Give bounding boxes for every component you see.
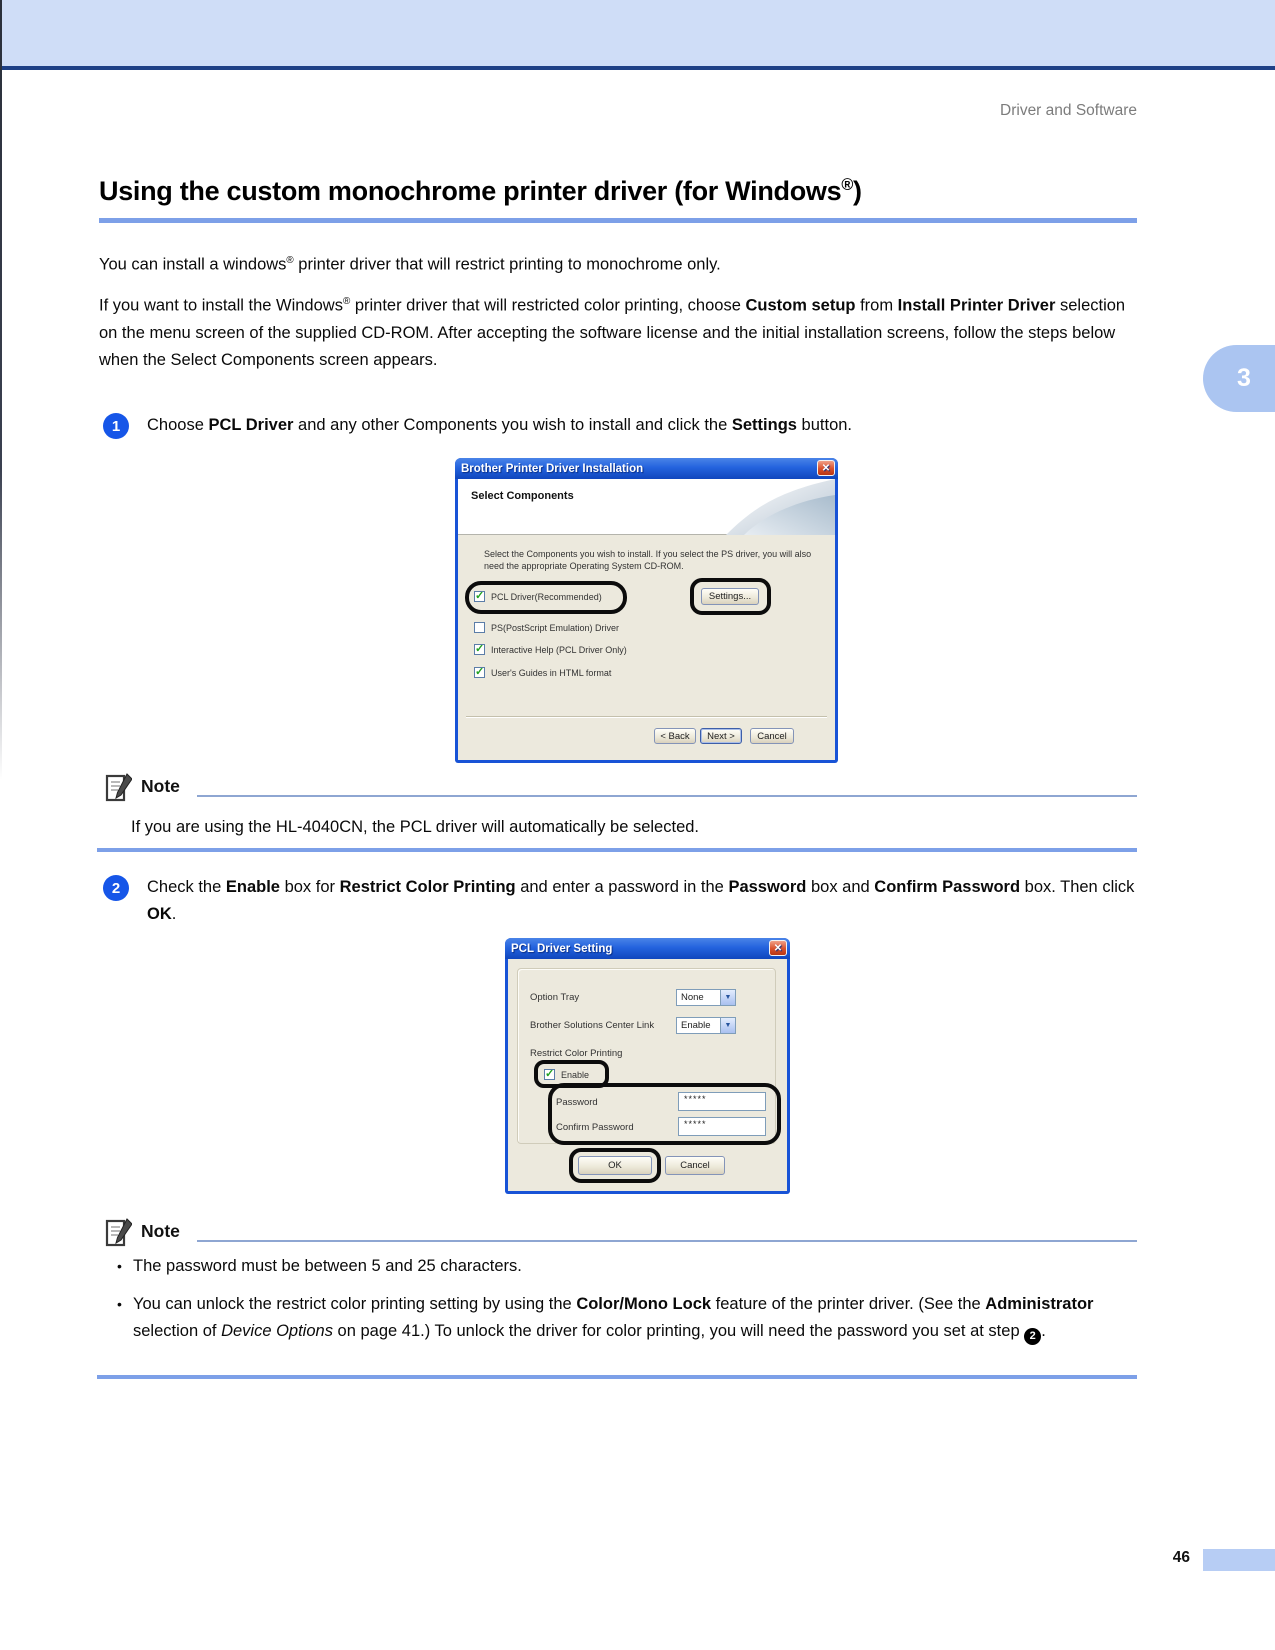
page-number: 46 — [1172, 1549, 1190, 1566]
installer-banner — [458, 479, 835, 535]
chapter-number: 3 — [1237, 364, 1251, 392]
option-tray-dropdown[interactable]: None ▼ — [676, 989, 736, 1006]
chapter-tab — [1203, 345, 1275, 412]
next-button[interactable]: Next > — [700, 728, 742, 744]
note-label: Note — [141, 1221, 180, 1241]
note-topline — [197, 795, 1137, 797]
page-title-text: Using the custom monochrome printer driver (for Windows — [99, 176, 842, 206]
checkmark-icon: ✓ — [545, 1068, 555, 1080]
note-divider — [97, 1375, 1137, 1379]
registered-mark: ® — [342, 296, 351, 307]
pcl-dialog-title: PCL Driver Setting — [511, 942, 613, 955]
checkbox-pcl-driver[interactable]: ✓ PCL Driver(Recommended) — [475, 590, 602, 602]
bullet-icon: • — [117, 1296, 122, 1312]
close-icon[interactable]: ✕ — [817, 460, 835, 476]
note-topline — [197, 1240, 1137, 1242]
page-curl-graphic — [710, 479, 835, 535]
checkmark-icon: ✓ — [475, 666, 485, 678]
checkbox-ps-driver[interactable]: PS(PostScript Emulation) Driver — [474, 622, 619, 633]
installer-dialog-title: Brother Printer Driver Installation — [461, 462, 644, 475]
checkbox-box[interactable] — [474, 622, 485, 633]
note-block-1 — [97, 772, 1137, 852]
installer-instructions: Select the Components you wish to install. If you select the PS driver, you will also need the appropriate Operating System CD-ROM. — [484, 549, 812, 571]
installer-dialog — [455, 458, 838, 763]
page-number-bar — [1203, 1549, 1275, 1571]
registered-mark: ® — [841, 176, 853, 194]
step-1-text: Choose PCL Driver and any other Components you wish to install and click the Settings button. — [147, 416, 853, 434]
annotation-ring-ok — [569, 1148, 661, 1183]
bullet-icon: • — [117, 1258, 122, 1274]
note-label: Note — [141, 776, 180, 796]
installer-banner-title: Select Components — [471, 490, 574, 502]
annotation-ring-pcl-driver — [465, 581, 627, 614]
annotation-ring-passwords — [548, 1083, 781, 1145]
note-bullet-1: • The password must be between 5 and 25 characters. — [117, 1253, 1129, 1280]
confirm-password-input[interactable]: ***** — [678, 1117, 766, 1136]
step-2-reference-badge: 2 — [1024, 1328, 1041, 1345]
checkmark-icon: ✓ — [475, 643, 485, 655]
checkbox-box[interactable] — [474, 667, 485, 678]
page-title-close: ) — [852, 176, 862, 206]
page-edge-line — [0, 0, 2, 780]
annotation-ring-settings — [690, 578, 771, 615]
running-header: Driver and Software — [1000, 102, 1137, 119]
pcl-dialog-body — [508, 959, 787, 1191]
installer-content — [458, 536, 835, 760]
note-2-bullets — [117, 1253, 1129, 1345]
bsc-link-label: Brother Solutions Center Link — [530, 1020, 655, 1031]
step-2-text: Check the Enable box for Restrict Color Printing and enter a password in the Password box and Confirm Password box. Then click OK. — [147, 878, 1135, 923]
back-button[interactable]: < Back — [654, 728, 696, 744]
step-2-number: 2 — [103, 875, 129, 901]
chevron-down-icon[interactable]: ▼ — [720, 990, 735, 1005]
page-title — [99, 176, 1144, 207]
intro-paragraph-1: You can install a windows® printer driver that will restrict printing to monochrome only. — [99, 255, 721, 274]
note-icon — [105, 772, 132, 804]
step-1 — [103, 412, 1147, 439]
heading-rule — [99, 218, 1137, 223]
ok-button[interactable]: OK — [578, 1156, 652, 1175]
note-block-2 — [97, 1217, 1137, 1379]
registered-mark: ® — [286, 255, 294, 266]
note-bullet-2: • You can unlock the restrict color printing setting by using the Color/Mono Lock feature of the printer driver. (See the Administrator selection of Device Options on page 41.) To unlock the driver for color printing, you will need the password you set at step 2 . — [117, 1291, 1129, 1345]
checkbox-interactive-help[interactable]: ✓ Interactive Help (PCL Driver Only) — [475, 643, 627, 655]
cancel-button[interactable]: Cancel — [665, 1156, 725, 1175]
checkmark-icon: ✓ — [475, 590, 485, 602]
chevron-down-icon[interactable]: ▼ — [720, 1018, 735, 1033]
checkbox-box[interactable] — [474, 644, 485, 655]
pcl-driver-setting-dialog — [505, 938, 790, 1194]
dialog-separator — [466, 716, 827, 718]
pcl-dialog-titlebar — [505, 938, 790, 959]
note-icon — [105, 1217, 132, 1249]
confirm-password-label: Confirm Password — [556, 1122, 634, 1133]
settings-button[interactable]: Settings... — [701, 588, 759, 605]
enable-checkbox[interactable]: ✓ Enable — [545, 1068, 590, 1080]
password-input[interactable]: ***** — [678, 1092, 766, 1111]
cancel-button[interactable]: Cancel — [750, 728, 794, 744]
intro-paragraph-2: If you want to install the Windows® printer driver that will restricted color printing, choose Custom setup from Install Printer Driver selection on the menu screen of the supplied CD-ROM. After accepting the software license and the initial installation screens, follow the steps below when the Select Components screen appears. — [99, 296, 1126, 369]
installer-dialog-body — [458, 479, 835, 760]
checkbox-users-guides[interactable]: ✓ User's Guides in HTML format — [475, 666, 612, 678]
close-icon[interactable]: ✕ — [769, 940, 787, 956]
installer-dialog-titlebar — [455, 458, 838, 479]
bsc-link-dropdown[interactable]: Enable ▼ — [676, 1017, 736, 1034]
restrict-color-label: Restrict Color Printing — [530, 1048, 623, 1059]
note-1-text: If you are using the HL-4040CN, the PCL driver will automatically be selected. — [131, 818, 700, 836]
step-2 — [103, 874, 1147, 928]
option-tray-label: Option Tray — [530, 992, 580, 1003]
step-1-number: 1 — [103, 413, 129, 439]
header-band — [0, 0, 1275, 70]
note-divider — [97, 848, 1137, 852]
password-label: Password — [556, 1097, 598, 1108]
